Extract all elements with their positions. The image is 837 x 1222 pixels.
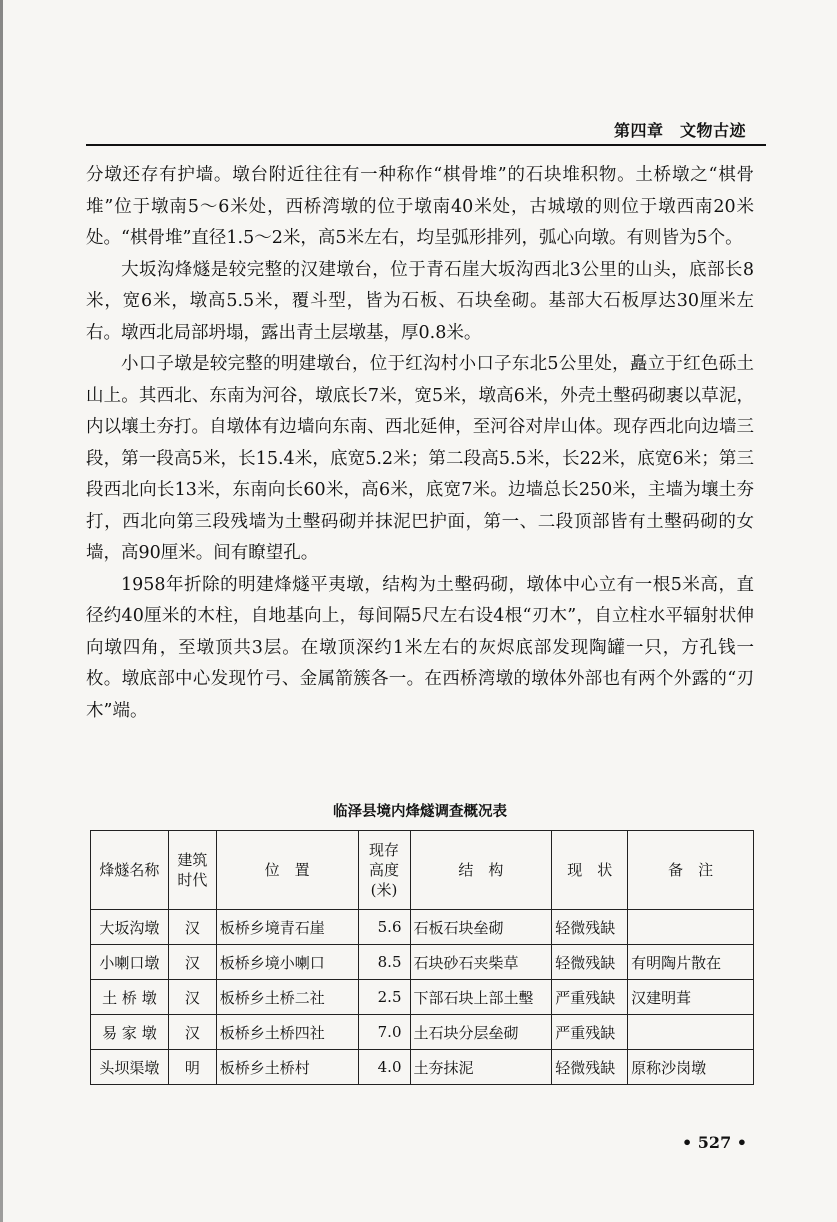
cell-remarks: 汉建明葺 — [628, 980, 754, 1015]
header-era-line: 建筑 — [177, 851, 208, 869]
cell-location: 板桥乡境青石崖 — [216, 910, 358, 945]
page-header — [86, 112, 766, 142]
header-height-line: 高度 — [369, 861, 400, 879]
table-row — [91, 980, 754, 1015]
cell-era: 汉 — [168, 1015, 216, 1050]
cell-era: 汉 — [168, 945, 216, 980]
header-height — [358, 831, 410, 910]
cell-remarks — [628, 910, 754, 945]
cell-status: 轻微残缺 — [552, 1050, 628, 1085]
cell-name: 头坝渠墩 — [91, 1050, 169, 1085]
cell-status: 严重残缺 — [552, 980, 628, 1015]
cell-status: 轻微残缺 — [552, 945, 628, 980]
cell-remarks — [628, 1015, 754, 1050]
table-row — [91, 945, 754, 980]
cell-height: 8.5 — [358, 945, 410, 980]
cell-structure: 石板石块垒砌 — [410, 910, 552, 945]
paragraph-1: 分墩还存有护墙。墩台附近往往有一种称作“棋骨堆”的石块堆积物。土桥墩之“棋骨堆”位于墩南5～6米处，西桥湾墩的位于墩南40米处，古城墩的则位于墩西南20米处。“棋骨堆”直径1.5～2米，高5米左右，均呈弧形排列，弧心向墩。有则皆为5个。 — [86, 165, 754, 248]
cell-name: 大坂沟墩 — [91, 910, 169, 945]
header-rule — [86, 144, 766, 146]
header-remarks: 备 注 — [628, 831, 754, 910]
table-row — [91, 1050, 754, 1085]
table-row — [91, 1015, 754, 1050]
cell-structure: 下部石块上部土墼 — [410, 980, 552, 1015]
cell-location: 板桥乡土桥四社 — [216, 1015, 358, 1050]
paragraph-4: 1958年折除的明建烽燧平夷墩，结构为土墼码砌，墩体中心立有一根5米高，直径约40厘米的木柱，自地基向上，每间隔5尺左右设4根“刃木”，自立柱水平辐射状伸向墩四角，至墩顶共3层。在墩顶深约1米左右的灰烬底部发现陶罐一只，方孔钱一枚。墩底部中心发现竹弓、金属箭簇各一。在西桥湾墩的墩体外部也有两个外露的“刃木”端。 — [86, 574, 754, 721]
table-title: 临泽县境内烽燧调查概况表 — [333, 804, 507, 820]
cell-location: 板桥乡土桥村 — [216, 1050, 358, 1085]
cell-remarks: 有明陶片散在 — [628, 945, 754, 980]
cell-height: 5.6 — [358, 910, 410, 945]
running-head: 第四章 文物古迹 — [613, 121, 746, 140]
header-height-line: 现存 — [369, 841, 400, 859]
cell-height: 4.0 — [358, 1050, 410, 1085]
header-structure: 结 构 — [410, 831, 552, 910]
cell-structure: 土夯抹泥 — [410, 1050, 552, 1085]
cell-structure: 土石块分层垒砌 — [410, 1015, 552, 1050]
cell-structure: 石块砂石夹柴草 — [410, 945, 552, 980]
page-number: • 527 • — [682, 1133, 747, 1152]
header-era-line: 时代 — [177, 871, 208, 889]
header-name: 烽燧名称 — [91, 831, 169, 910]
cell-remarks: 原称沙岗墩 — [628, 1050, 754, 1085]
cell-era: 汉 — [168, 980, 216, 1015]
paragraph-3: 小口子墩是较完整的明建墩台，位于红沟村小口子东北5公里处，矗立于红色砾土山上。其西北、东南为河谷，墩底长7米，宽5米，墩高6米，外壳土墼码砌裹以草泥，内以壤土夯打。自墩体有边墙向东南、西北延伸，至河谷对岸山体。现存西北向边墙三段，第一段高5米，长15.4米，底宽5.2米；第二段高5.5米，长22米，底宽6米；第三段西北向长13米，东南向长60米，高6米，底宽7米。边墙总长250米，主墙为壤土夯打，西北向第三段残墙为土墼码砌并抹泥巴护面，第一、二段顶部皆有土墼码砌的女墙，高90厘米。间有瞭望孔。 — [86, 354, 754, 563]
beacon-survey-table — [90, 830, 754, 1085]
cell-location: 板桥乡土桥二社 — [216, 980, 358, 1015]
header-status: 现 状 — [552, 831, 628, 910]
cell-status: 严重残缺 — [552, 1015, 628, 1050]
header-location: 位 置 — [216, 831, 358, 910]
body-text — [86, 160, 754, 727]
cell-height: 7.0 — [358, 1015, 410, 1050]
page-scan-edge — [0, 0, 3, 1222]
table-row — [91, 910, 754, 945]
header-era — [168, 831, 216, 910]
cell-location: 板桥乡境小喇口 — [216, 945, 358, 980]
cell-status: 轻微残缺 — [552, 910, 628, 945]
table-header-row — [91, 831, 754, 910]
cell-name: 易 家 墩 — [91, 1015, 169, 1050]
header-height-line: (米) — [370, 881, 398, 899]
cell-name: 土 桥 墩 — [91, 980, 169, 1015]
cell-era: 明 — [168, 1050, 216, 1085]
cell-era: 汉 — [168, 910, 216, 945]
cell-height: 2.5 — [358, 980, 410, 1015]
paragraph-2: 大坂沟烽燧是较完整的汉建墩台，位于青石崖大坂沟西北3公里的山头，底部长8米，宽6米，墩高5.5米，覆斗型，皆为石板、石块垒砌。基部大石板厚达30厘米左右。墩西北局部坍塌，露出青土层墩基，厚0.8米。 — [86, 259, 754, 343]
cell-name: 小喇口墩 — [91, 945, 169, 980]
